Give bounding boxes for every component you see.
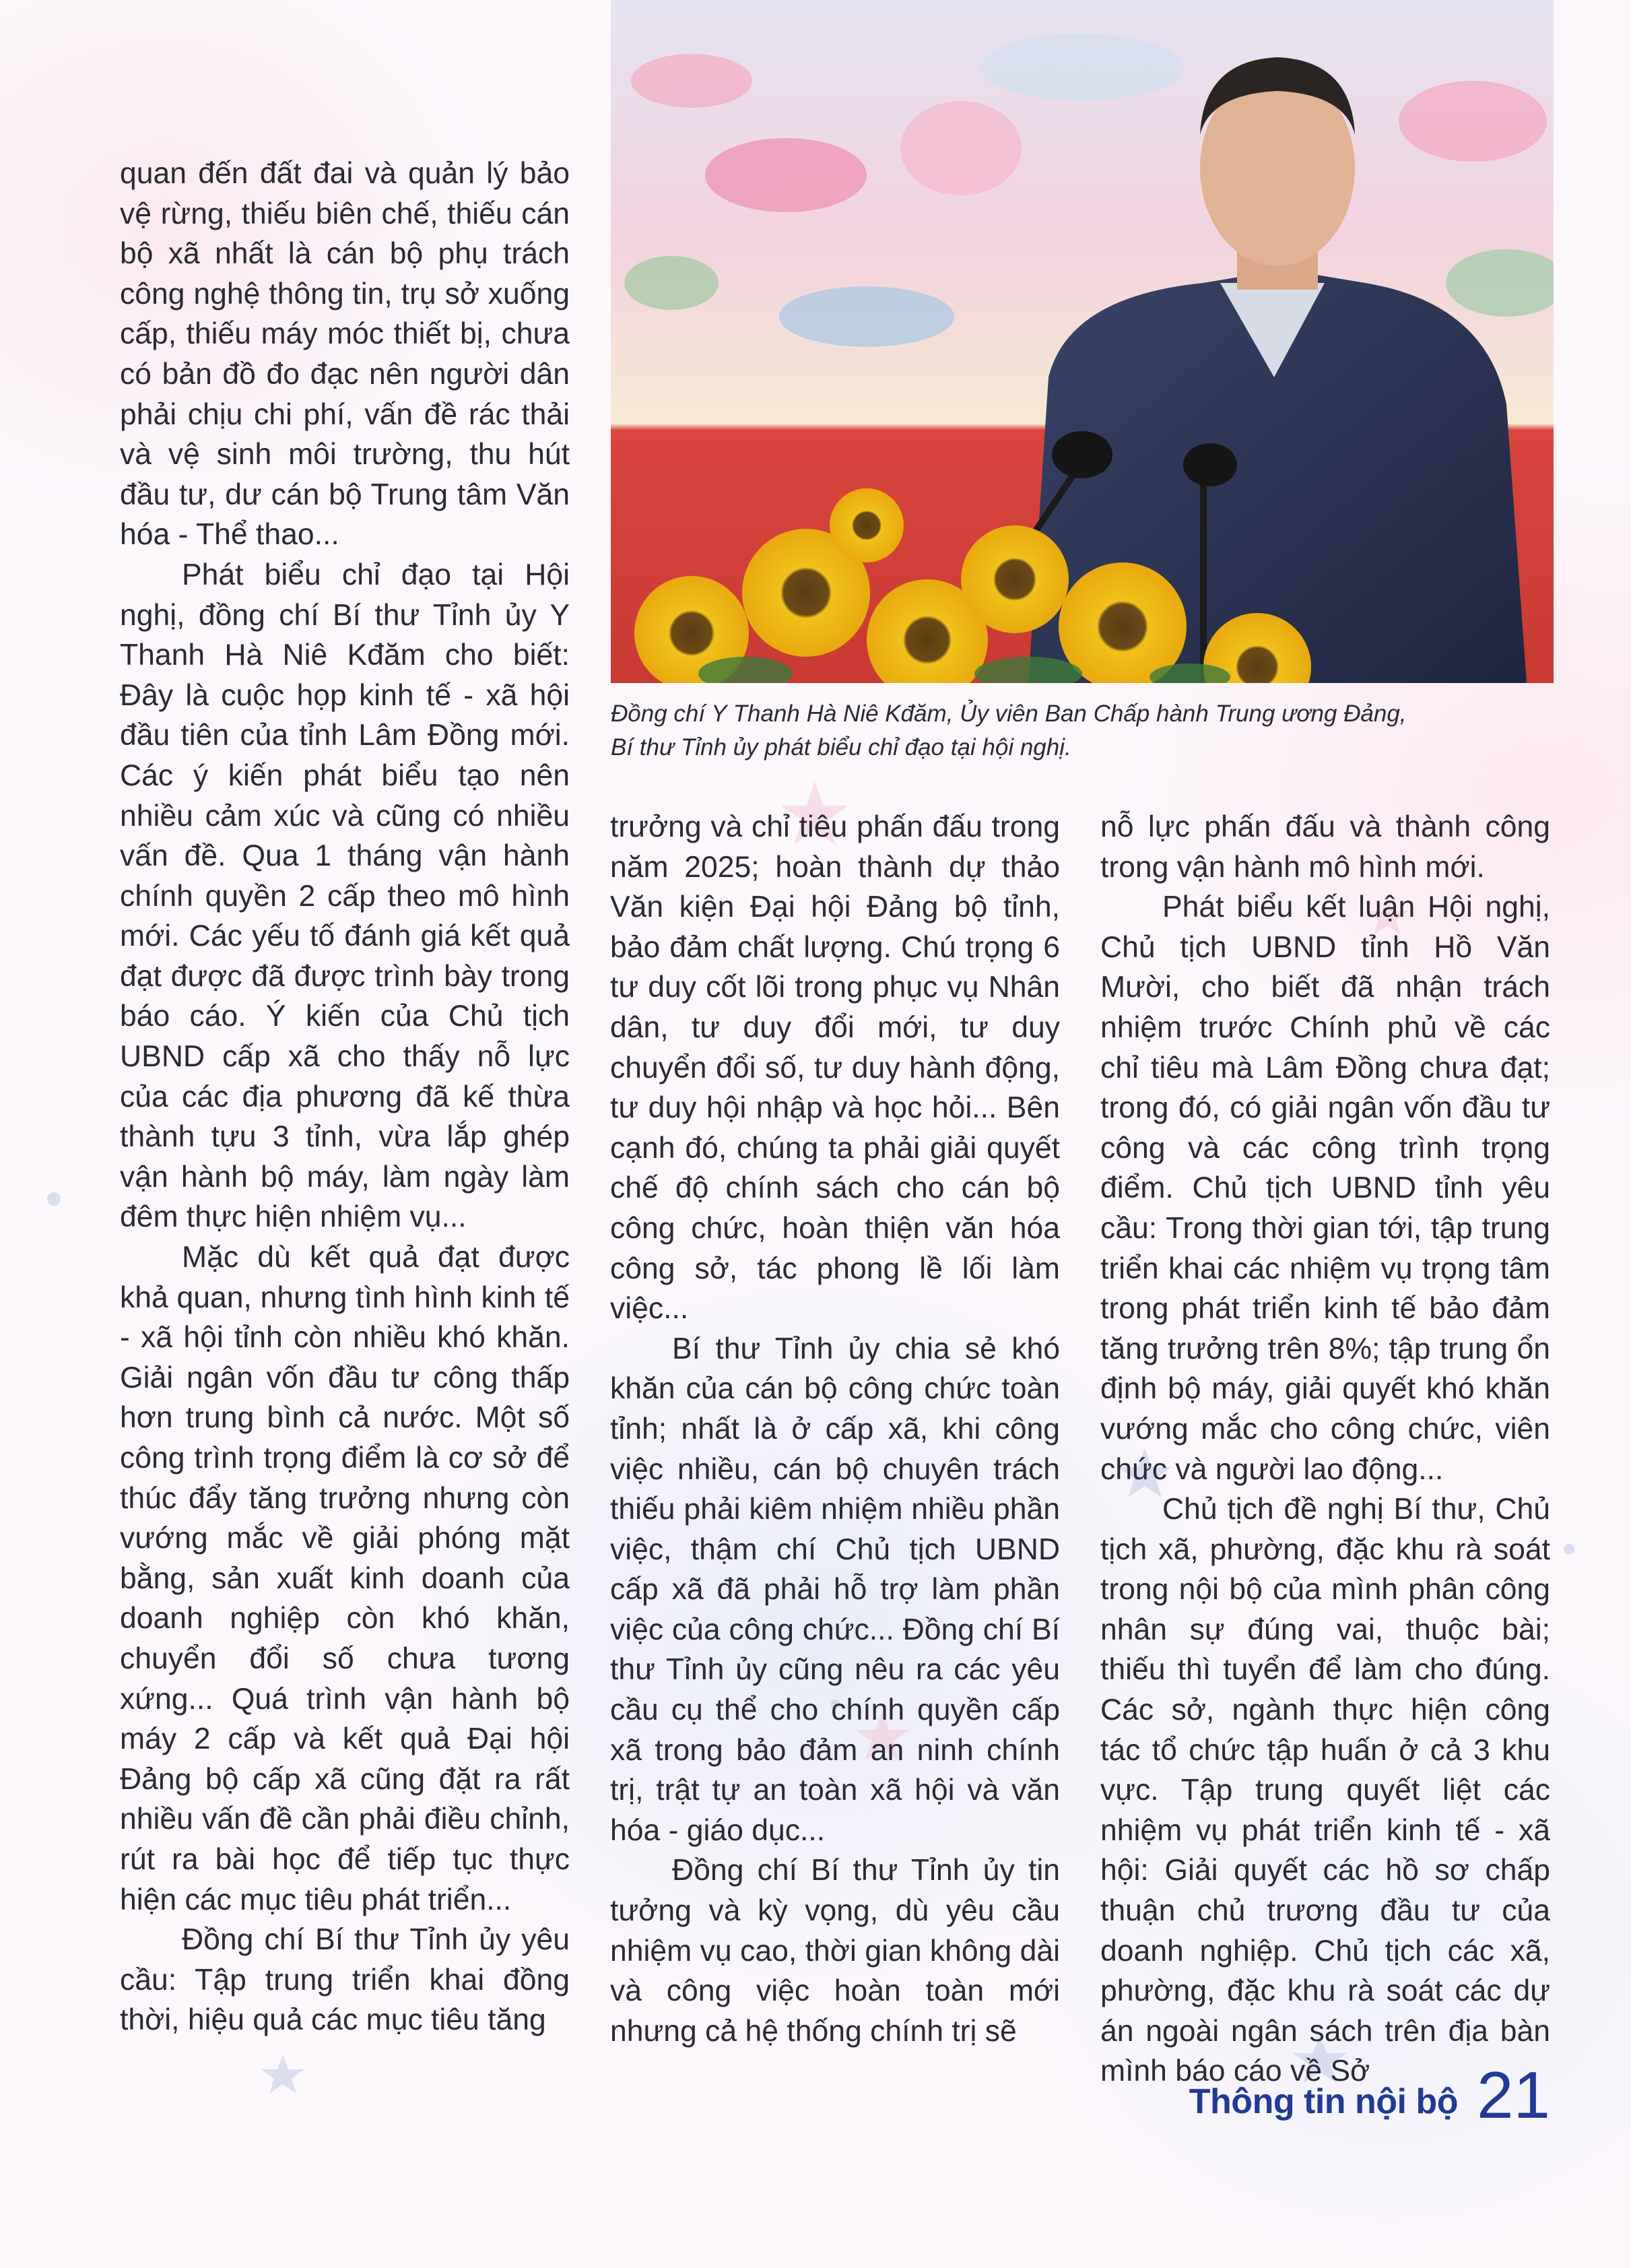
paragraph: Phát biểu kết luận Hội nghị, Chủ tịch UBND tỉnh Hồ Văn Mười, cho biết đã nhận trách nhiệm trước Chính phủ về các chỉ tiêu mà Lâm Đồng chưa đạt; trong đó, có giải ngân vốn đầu tư công và các công trình trọng điểm. Chủ tịch UBND tỉnh yêu cầu: Trong thời gian tới, tập trung triển khai các nhiệm vụ trọng tâm trong phát triển kinh tế bảo đảm tăng trưởng trên 8%; tập trung ổn định bộ máy, giải quyết khó khăn vướng mắc cho công chức, viên chức và người lao động... (1100, 890, 1550, 1486)
article-column-1 (120, 154, 570, 2040)
paragraph: quan đến đất đai và quản lý bảo vệ rừng, thiếu biên chế, thiếu cán bộ xã nhất là cán bộ phụ trách công nghệ thông tin, trụ sở xuống cấp, thiếu máy móc thiết bị, chưa có bản đồ đo đạc nên người dân phải chịu chi phí, vấn đề rác thải và vệ sinh môi trường, thu hút đầu tư, dư cán bộ Trung tâm Văn hóa - Thể thao... (120, 157, 570, 552)
paragraph: Chủ tịch đề nghị Bí thư, Chủ tịch xã, phường, đặc khu rà soát trong nội bộ của mình phân công nhân sự đúng vai, thuộc bài; thiếu thì tuyển để làm cho đúng. Các sở, ngành thực hiện công tác tổ chức tập huấn ở cả 3 khu vực. Tập trung quyết liệt các nhiệm vụ phát triển kinh tế - xã hội: Giải quyết các hồ sơ chấp thuận chủ trương đầu tư của doanh nghiệp. Chủ tịch các xã, phường, đặc khu rà soát các dự án ngoài ngân sách trên địa bàn mình báo cáo về Sở (1100, 1493, 1550, 2088)
caption-line-2: Bí thư Tỉnh ủy phát biểu chỉ đạo tại hội nghị. (611, 734, 1071, 760)
speaker-photo (611, 0, 1554, 683)
publication-name: Thông tin nội bộ (1189, 2082, 1458, 2121)
caption-line-1: Đồng chí Y Thanh Hà Niê Kđăm, Ủy viên Ban Chấp hành Trung ương Đảng, (611, 701, 1407, 727)
paragraph: Đồng chí Bí thư Tỉnh ủy yêu cầu: Tập trung triển khai đồng thời, hiệu quả các mục tiêu tăng (120, 1923, 570, 2037)
article-column-2 (610, 807, 1060, 2051)
page-footer (1189, 2058, 1550, 2132)
paragraph: nỗ lực phấn đấu và thành công trong vận hành mô hình mới. (1100, 810, 1550, 884)
paragraph: Mặc dù kết quả đạt được khả quan, nhưng tình hình kinh tế - xã hội tỉnh còn nhiều khó khăn. Giải ngân vốn đầu tư công thấp hơn trung bình cả nước. Một số công trình trọng điểm là cơ sở để thúc đẩy tăng trưởng nhưng còn vướng mắc về giải phóng mặt bằng, sản xuất kinh doanh của doanh nghiệp còn khó khăn, chuyển đổi số chưa tương xứng... Quá trình vận hành bộ máy 2 cấp và kết quả Đại hội Đảng bộ cấp xã cũng đặt ra rất nhiều vấn đề cần phải điều chỉnh, rút ra bài học để tiếp tục thực hiện các mục tiêu phát triển... (120, 1241, 570, 1916)
speaker-photo-illustration (611, 0, 1554, 683)
paragraph: Phát biểu chỉ đạo tại Hội nghị, đồng chí Bí thư Tỉnh ủy Y Thanh Hà Niê Kđăm cho biết: Đây là cuộc họp kinh tế - xã hội đầu tiên của tỉnh Lâm Đồng mới. Các ý kiến phát biểu tạo nên nhiều cảm xúc và cũng có nhiều vấn đề. Qua 1 tháng vận hành chính quyền 2 cấp theo mô hình mới. Các yếu tố đánh giá kết quả đạt được đã được trình bày trong báo cáo. Ý kiến của Chủ tịch UBND cấp xã cho thấy nỗ lực của các địa phương đã kế thừa thành tựu 3 tỉnh, vừa lắp ghép vận hành bộ máy, làm ngày làm đêm thực hiện nhiệm vụ... (120, 558, 570, 1234)
paragraph: Đồng chí Bí thư Tỉnh ủy tin tưởng và kỳ vọng, dù yêu cầu nhiệm vụ cao, thời gian không dài và công việc hoàn toàn mới nhưng cả hệ thống chính trị sẽ (610, 1854, 1060, 2048)
paragraph: Bí thư Tỉnh ủy chia sẻ khó khăn của cán bộ công chức toàn tỉnh; nhất là ở cấp xã, khi công việc nhiều, cán bộ chuyên trách thiếu phải kiêm nhiệm nhiều phần việc, thậm chí Chủ tịch UBND cấp xã đã phải hỗ trợ làm phần việc của công chức... Đồng chí Bí thư Tỉnh ủy cũng nêu ra các yêu cầu cụ thể cho chính quyền cấp xã trong bảo đảm an ninh chính trị, trật tự an toàn xã hội và văn hóa - giáo dục... (610, 1332, 1060, 1847)
photo-caption (611, 697, 1567, 765)
page-number: 21 (1476, 2058, 1550, 2132)
article-column-3 (1100, 807, 1550, 2092)
paragraph: trưởng và chỉ tiêu phấn đấu trong năm 2025; hoàn thành dự thảo Văn kiện Đại hội Đảng bộ tỉnh, bảo đảm chất lượng. Chú trọng 6 tư duy cốt lõi trong phục vụ Nhân dân, tư duy đổi mới, tư duy chuyển đổi số, tư duy hành động, tư duy hội nhập và học hỏi... Bên cạnh đó, chúng ta phải giải quyết chế độ chính sách cho cán bộ công chức, hoàn thiện văn hóa công sở, tác phong lề lối làm việc... (610, 810, 1060, 1326)
